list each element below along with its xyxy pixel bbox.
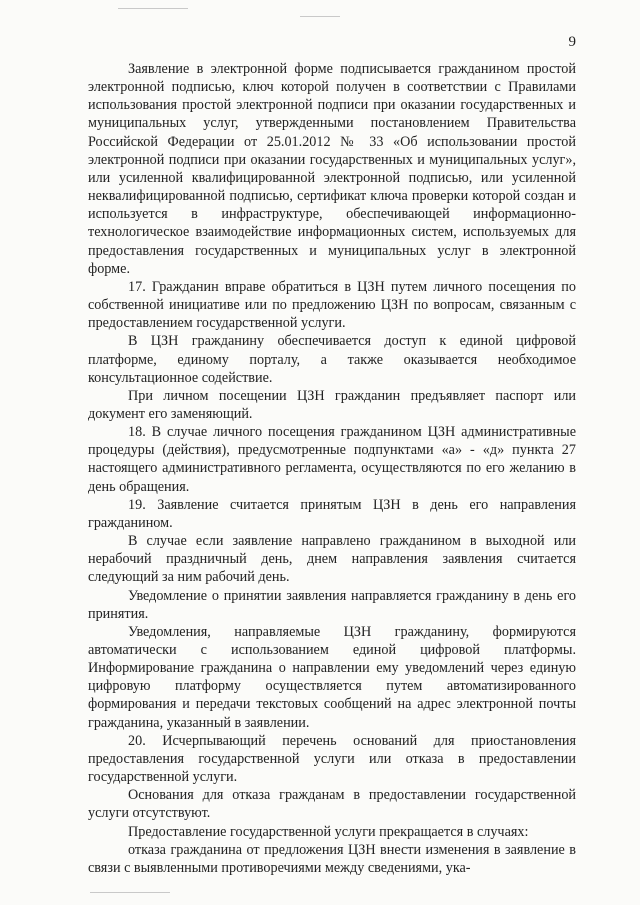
paragraph-19: 19. Заявление считается принятым ЦЗН в день его направления гражданином.: [88, 496, 576, 531]
paragraph-20-termination: Предоставление государственной услуги прекращается в случаях:: [128, 823, 529, 840]
paragraph-20-refusal-case: отказа гражданина от предложения ЦЗН внести изменения в заявление в связи с выявленными противоречиями между сведениями, ука-: [88, 841, 576, 876]
paragraph-18: 18. В случае личного посещения гражданином ЦЗН административные процедуры (действия), предусмотренные подпунктами «а» - «д» пункта 27 настоящего административного регламента, осуществляются по его желанию в день обращения.: [88, 424, 576, 495]
paragraph-19-notification: Уведомление о принятии заявления направляется гражданину в день его принятия.: [88, 587, 576, 622]
scan-artifact: [118, 8, 188, 9]
paragraph-20: 20. Исчерпывающий перечень оснований для приостановления предоставления государственной услуги или отказа в предоставлении государственной услуги.: [88, 732, 576, 786]
scan-artifact: [90, 892, 170, 893]
paragraph-19-weekend: В случае если заявление направлено гражданином в выходной или нерабочий праздничный день, днем направления заявления считается следующий за ним рабочий день.: [88, 533, 576, 586]
paragraph-17: 17. Гражданин вправе обратиться в ЦЗН путем личного посещения по собственной инициативе или по предложению ЦЗН по вопросам, связанным с предоставлением государственной услуги.: [88, 278, 576, 332]
scan-artifact: [300, 16, 340, 17]
document-text: [88, 60, 576, 877]
paragraph-19-platform: Уведомления, направляемые ЦЗН гражданину, формируются автоматически с использованием единой цифровой платформы. Информирование гражданина о направлении ему уведомлений через единую цифровую платформу осуществляется путем автоматизированного формирования и передачи текстовых сообщений на адрес электронной почты гражданина, указанный в заявлении.: [88, 623, 576, 731]
page-number: 9: [568, 34, 576, 50]
paragraph-17-access: В ЦЗН гражданину обеспечивается доступ к единой цифровой платформе, единому порталу, а также оказывается необходимое консультационное содействие.: [88, 333, 576, 386]
paragraph-electronic-signature: Заявление в электронной форме подписывается гражданином простой электронной подписью, ключ которой получен в соответствии с Правилами использования простой электронной подписи при оказании государственных и муниципальных услуг, утвержденными постановлением Правительства Российской Федерации от 25.01.2012 № 33 «Об использовании простой электронной подписи при оказании государственных и муниципальных услуг», или усиленной квалифицированной электронной подписью, или усиленной неквалифицированной подписью, сертификат ключа проверки которой создан и используется в инфраструктуре, обеспечивающей информационно-технологическое взаимодействие информационных систем, используемых для предоставления государственных и муниципальных услуг в электронной форме.: [88, 61, 576, 277]
paragraph-17-passport: При личном посещении ЦЗН гражданин предъявляет паспорт или документ его заменяющий.: [88, 387, 576, 422]
paragraph-20-no-refusal: Основания для отказа гражданам в предоставлении государственной услуги отсутствуют.: [88, 787, 576, 822]
